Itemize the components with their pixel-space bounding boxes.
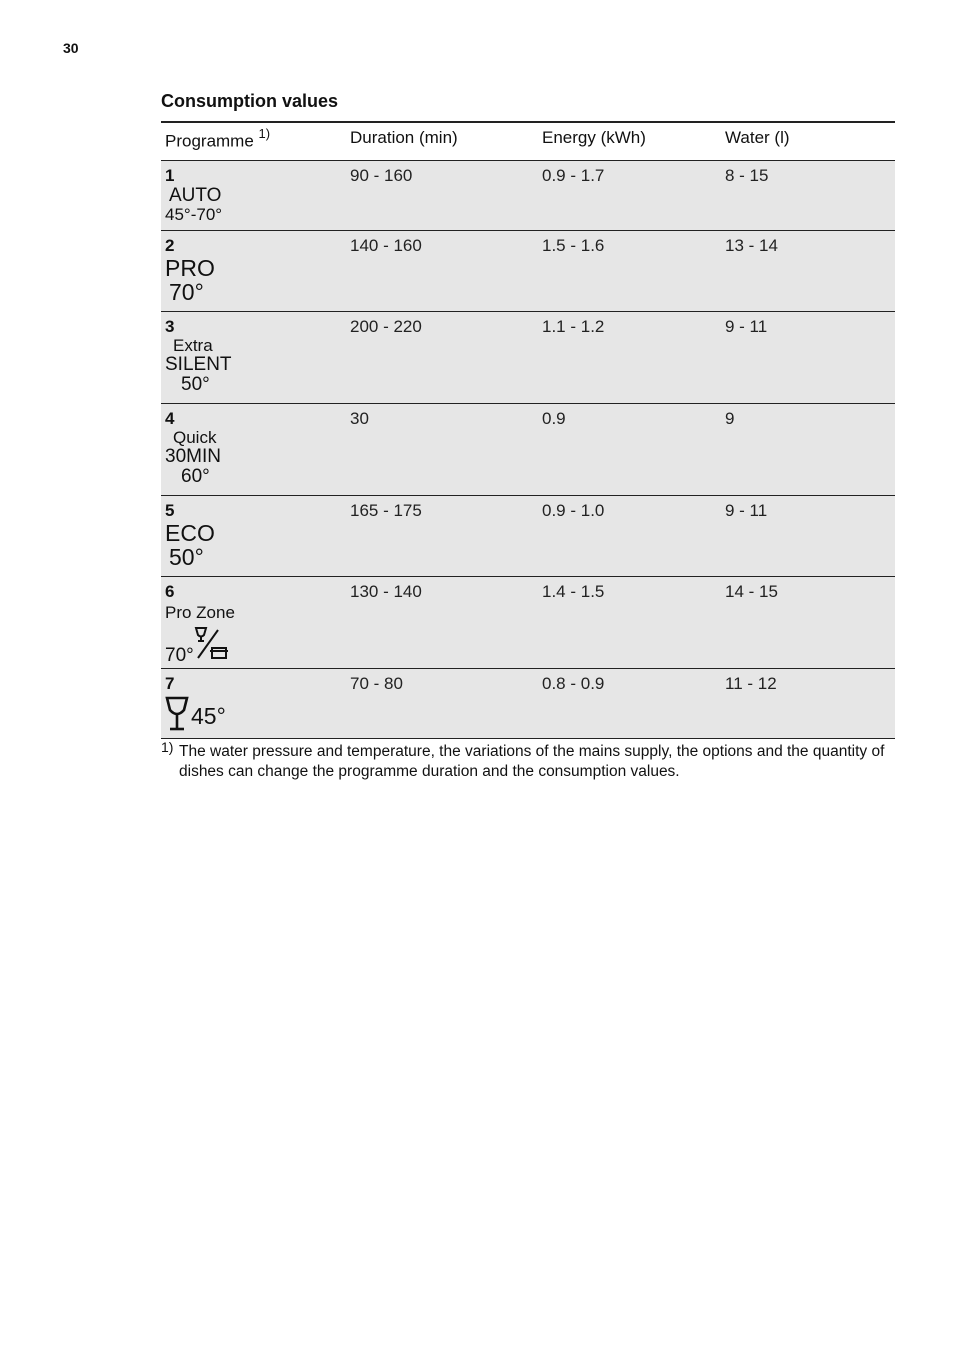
table-footnote	[161, 737, 901, 782]
energy-cell: 0.8 - 0.9	[542, 674, 605, 693]
programme-number: 1	[165, 166, 175, 185]
water-cell: 8 - 15	[725, 166, 769, 185]
consumption-table	[161, 121, 895, 739]
programme-cell	[161, 577, 346, 668]
header-programme	[161, 123, 346, 160]
programme-symbol-line: 50°	[169, 544, 204, 571]
duration-cell: 140 - 160	[350, 236, 422, 255]
programme-symbol-line: 70°	[165, 644, 194, 666]
programme-symbol-line: 30MIN	[165, 445, 221, 467]
programme-symbol-line: 45°-70°	[165, 204, 223, 224]
programme-number: 2	[165, 236, 175, 255]
header-water: Water (l)	[725, 128, 790, 147]
section-title: Consumption values	[161, 91, 339, 111]
programme-cell	[161, 312, 346, 403]
duration-cell: 90 - 160	[350, 166, 413, 185]
programme-symbol-line: SILENT	[165, 353, 232, 375]
table-row	[161, 161, 895, 231]
programme-symbol-line: Quick	[173, 428, 217, 447]
table-row	[161, 577, 895, 669]
water-cell: 13 - 14	[725, 236, 778, 255]
programme-symbol-line: PRO	[165, 255, 215, 281]
table-row	[161, 669, 895, 739]
table-header-row	[161, 123, 895, 161]
table-row	[161, 496, 895, 577]
duration-cell: 130 - 140	[350, 582, 422, 601]
programme-cell	[161, 231, 346, 311]
energy-cell: 0.9 - 1.0	[542, 501, 605, 520]
programme-symbol-line: 50°	[181, 373, 210, 395]
programme-symbol-line: Extra	[173, 336, 213, 355]
footnote-text: The water pressure and temperature, the variations of the mains supply, the options and the quantity of dishes can change the programme duration and the consumption values.	[179, 743, 885, 780]
programme-cell	[161, 404, 346, 495]
water-cell: 11 - 12	[725, 674, 777, 693]
header-energy: Energy (kWh)	[542, 128, 646, 147]
water-cell: 9 - 11	[725, 501, 768, 520]
duration-cell: 165 - 175	[350, 501, 422, 520]
duration-cell: 30	[350, 409, 369, 428]
water-cell: 9 - 11	[725, 317, 768, 336]
glass-pot-zone-icon	[194, 626, 230, 667]
water-cell: 9	[725, 409, 735, 428]
water-cell: 14 - 15	[725, 582, 778, 601]
programme-symbol-line: AUTO	[169, 185, 222, 206]
zone-symbol-row	[165, 626, 346, 667]
programme-number: 4	[165, 409, 175, 428]
energy-cell: 1.5 - 1.6	[542, 236, 605, 255]
programme-cell	[161, 161, 346, 230]
energy-cell: 1.4 - 1.5	[542, 582, 605, 601]
programme-number: 6	[165, 582, 175, 601]
programme-symbol-line: 70°	[169, 279, 204, 306]
header-duration: Duration (min)	[350, 128, 458, 147]
energy-cell: 0.9 - 1.7	[542, 166, 605, 185]
table-row	[161, 404, 895, 496]
programme-symbol-line: 45°	[191, 703, 226, 729]
programme-number: 3	[165, 317, 175, 336]
page-number: 30	[63, 40, 79, 56]
programme-number: 5	[165, 501, 175, 520]
programme-symbol-line: ECO	[165, 520, 215, 546]
programme-cell	[161, 496, 346, 576]
duration-cell: 200 - 220	[350, 317, 422, 336]
footnote-mark: 1)	[161, 739, 174, 755]
duration-cell: 70 - 80	[350, 674, 403, 693]
wine-glass-icon	[165, 696, 189, 737]
energy-cell: 1.1 - 1.2	[542, 317, 605, 336]
energy-cell: 0.9	[542, 409, 566, 428]
header-programme-label: Programme	[165, 131, 254, 151]
programme-number: 7	[165, 674, 175, 693]
programme-symbol-line: 60°	[181, 465, 210, 487]
table-row	[161, 312, 895, 404]
programme-cell	[161, 669, 346, 738]
header-footnote-mark: 1)	[258, 126, 271, 141]
glass-symbol-row	[165, 696, 346, 737]
programme-symbol-line: Pro Zone	[165, 603, 235, 622]
table-row	[161, 231, 895, 312]
